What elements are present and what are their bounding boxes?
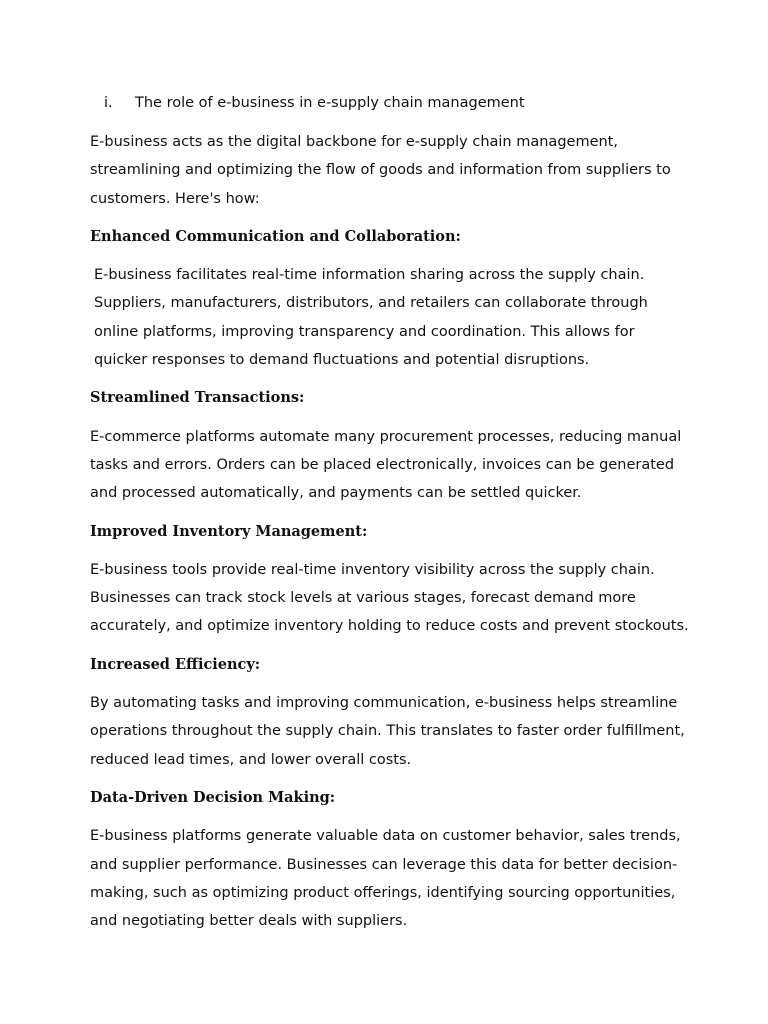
- paragraph-inventory: E-business tools provide real-time inventory visibility across the supply chain. Businesses can track stock levels at various stages, forecast demand more accurately, and optimize inventory holding to reduce costs and prevent stockouts.: [90, 561, 689, 635]
- paragraph-efficiency: By automating tasks and improving communication, e-business helps streamline operations throughout the supply chain. This translates to faster order fulfillment, reduced lead times, and lower overall costs.: [90, 695, 685, 768]
- paragraph-transactions: E-commerce platforms automate many procurement processes, reducing manual tasks and errors. Orders can be placed electronically, invoices can be generated and processed automatically, and payments can be settled quicker.: [90, 428, 682, 502]
- subheading-inventory: Improved Inventory Management:: [90, 522, 368, 540]
- paragraph-decision-making: E-business platforms generate valuable data on customer behavior, sales trends, and supplier performance. Businesses can leverage this data for better decision-making, such as optimizing product offerings, identifying sourcing opportunities, and negotiating better deals with suppliers.: [90, 828, 681, 930]
- heading-number: i.: [104, 95, 113, 111]
- document-body: [90, 128, 690, 945]
- paragraph-communication: E-business facilitates real-time information sharing across the supply chain. Suppliers, manufacturers, distributors, and retailers can collaborate through online platforms, improving transparency and coordination. This allows for quicker responses to demand fluctuations and potential disruptions.: [94, 267, 648, 369]
- subheading-efficiency: Increased Efficiency:: [90, 655, 261, 673]
- subheading-decision-making: Data-Driven Decision Making:: [90, 788, 336, 806]
- section-heading: [104, 92, 525, 114]
- subheading-communication: Enhanced Communication and Collaboration:: [90, 227, 461, 245]
- intro-paragraph: E-business acts as the digital backbone for e-supply chain management, streamlining and optimizing the flow of goods and information from suppliers to customers. Here's how:: [90, 134, 671, 207]
- heading-title: The role of e-business in e-supply chain management: [135, 95, 525, 111]
- subheading-transactions: Streamlined Transactions:: [90, 389, 305, 407]
